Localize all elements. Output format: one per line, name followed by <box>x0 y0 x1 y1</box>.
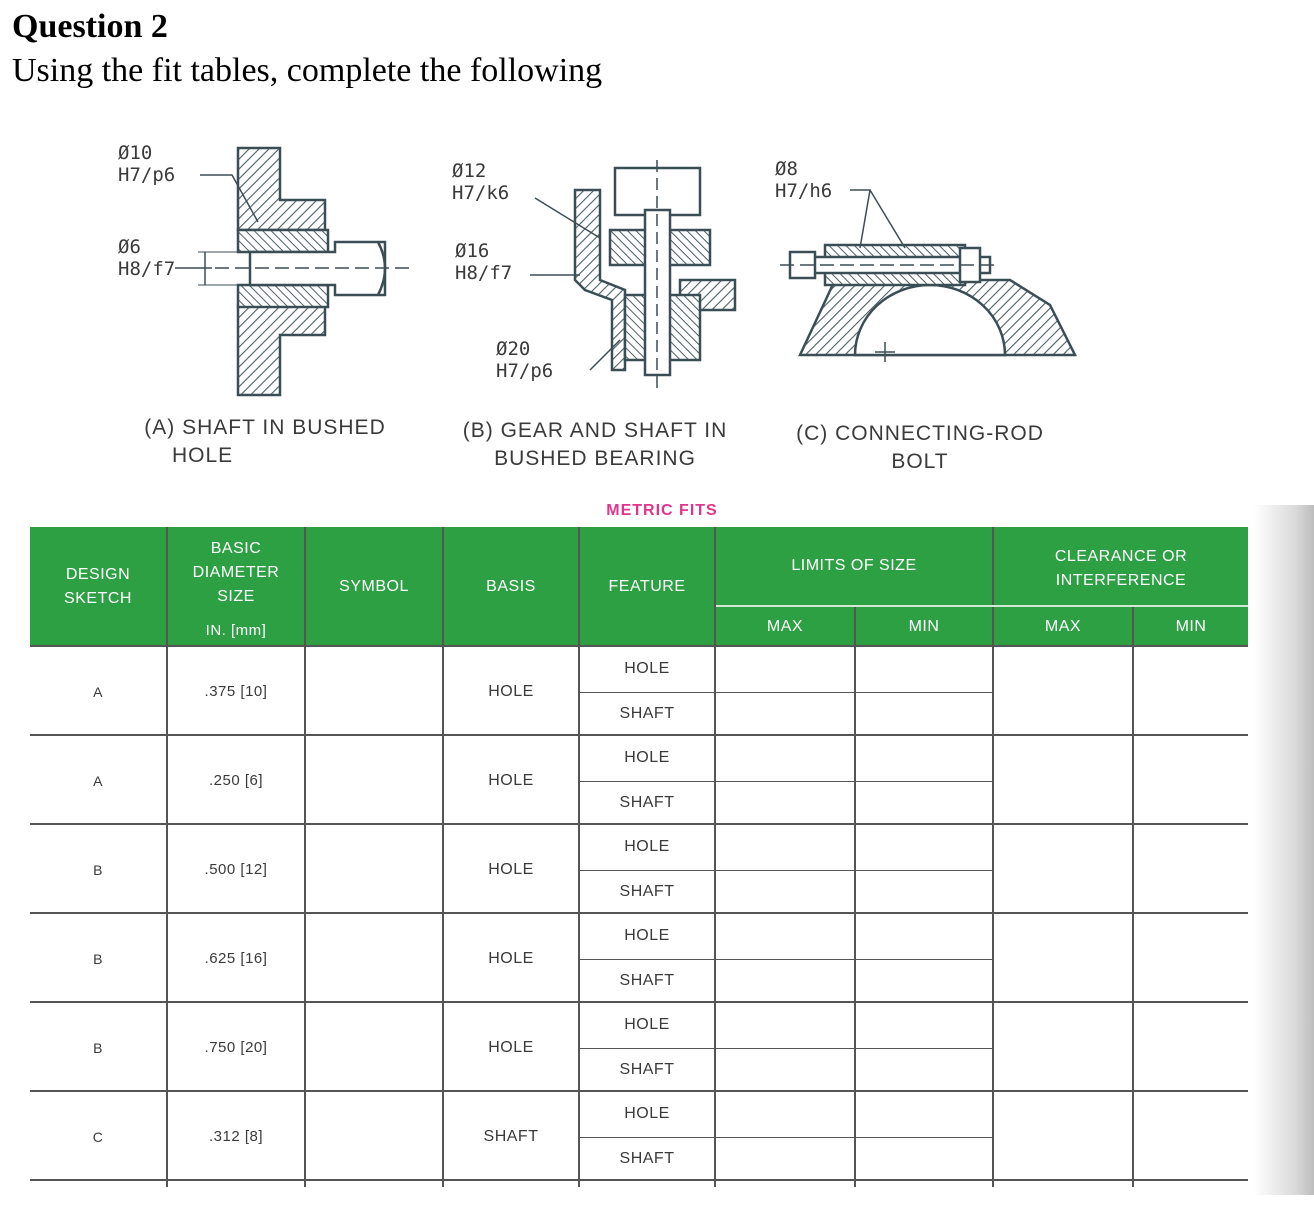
cell-feature-hole: HOLE <box>624 927 670 945</box>
cell-symbol-blank[interactable] <box>306 736 442 825</box>
cell-design-sketch: B <box>93 861 103 878</box>
header-subdivider <box>716 605 1248 607</box>
table-row <box>30 914 1248 1003</box>
callout-fit: H7/p6 <box>496 360 554 382</box>
cell-hole-max-blank[interactable] <box>716 825 854 870</box>
header-limits-of-size: LIMITS OF SIZE <box>716 527 992 605</box>
cell-basis: HOLE <box>488 949 534 967</box>
cell-basis: HOLE <box>488 1038 534 1056</box>
cell-feature-hole: HOLE <box>624 1105 670 1123</box>
caption-c <box>780 420 1060 476</box>
cell-hole-min-blank[interactable] <box>856 825 992 870</box>
table-row <box>30 1092 1248 1181</box>
fit-drawings-figure <box>0 130 1314 490</box>
drawing-a <box>175 148 410 395</box>
cell-design-sketch: C <box>92 1128 104 1145</box>
cell-hole-min-blank[interactable] <box>856 914 992 959</box>
cell-shaft-min-blank[interactable] <box>856 1048 992 1093</box>
cell-design-sketch: B <box>93 1039 103 1056</box>
cell-feature-shaft: SHAFT <box>619 704 675 722</box>
callout-diameter: Ø12 <box>452 160 487 182</box>
callout-b-12 <box>452 160 509 204</box>
cell-hole-max-blank[interactable] <box>716 736 854 781</box>
question-title: Question 2 <box>12 8 168 45</box>
caption-b <box>440 417 750 473</box>
cell-clearance-min-blank[interactable] <box>1134 1003 1248 1092</box>
drawing-b <box>530 160 735 390</box>
caption-line: BOLT <box>891 450 949 473</box>
cell-basis: HOLE <box>488 860 534 878</box>
cell-clearance-max-blank[interactable] <box>994 1092 1132 1181</box>
row-divider <box>30 1179 1248 1181</box>
caption-line: (C) CONNECTING-ROD <box>796 422 1044 445</box>
cell-clearance-max-blank[interactable] <box>994 647 1132 736</box>
half-row-divider <box>580 959 992 961</box>
callout-fit: H8/f7 <box>455 262 513 284</box>
cell-feature-hole: HOLE <box>624 660 670 678</box>
cell-feature-shaft: SHAFT <box>619 971 675 989</box>
header-limits-min: MIN <box>856 607 992 647</box>
header-design-sketch <box>30 527 166 647</box>
callout-b-16 <box>455 240 512 284</box>
header-units: IN. [mm] <box>168 617 304 645</box>
cell-clearance-min-blank[interactable] <box>1134 1092 1248 1181</box>
callout-fit: H8/f7 <box>118 258 176 280</box>
cell-symbol-blank[interactable] <box>306 1092 442 1181</box>
header-text: INTERFERENCE <box>1055 572 1187 589</box>
callout-fit: H7/p6 <box>118 164 176 186</box>
cell-shaft-max-blank[interactable] <box>716 870 854 915</box>
cell-hole-min-blank[interactable] <box>856 1003 992 1048</box>
cell-basic-size: .625 [16] <box>204 950 268 967</box>
header-basic-size <box>168 533 304 613</box>
cell-shaft-max-blank[interactable] <box>716 1137 854 1182</box>
cell-clearance-min-blank[interactable] <box>1134 914 1248 1003</box>
cell-feature-hole: HOLE <box>624 838 670 856</box>
scan-page-edge <box>1254 505 1314 1195</box>
cell-hole-min-blank[interactable] <box>856 647 992 692</box>
cell-basis: SHAFT <box>483 1127 539 1145</box>
cell-hole-max-blank[interactable] <box>716 1092 854 1137</box>
table-title: METRIC FITS <box>606 502 718 519</box>
question-instruction: Using the fit tables, complete the following <box>12 52 603 89</box>
callout-b-20 <box>496 338 553 382</box>
half-row-divider <box>580 1048 992 1050</box>
header-feature: FEATURE <box>580 527 714 647</box>
cell-hole-max-blank[interactable] <box>716 647 854 692</box>
header-clearance-min: MIN <box>1134 607 1248 647</box>
header-text: DIAMETER <box>192 564 280 581</box>
caption-line: (B) GEAR AND SHAFT IN <box>462 419 728 442</box>
cell-feature-hole: HOLE <box>624 1016 670 1034</box>
callout-fit: H7/k6 <box>452 182 510 204</box>
cell-symbol-blank[interactable] <box>306 825 442 914</box>
cell-basis: HOLE <box>488 682 534 700</box>
header-text: BASIC <box>210 540 262 557</box>
cell-hole-min-blank[interactable] <box>856 1092 992 1137</box>
cell-feature-shaft: SHAFT <box>619 1149 675 1167</box>
cell-clearance-max-blank[interactable] <box>994 1003 1132 1092</box>
header-symbol: SYMBOL <box>306 527 442 647</box>
cell-design-sketch: A <box>93 772 103 789</box>
caption-line: HOLE <box>172 444 234 467</box>
cell-shaft-min-blank[interactable] <box>856 692 992 737</box>
header-text: CLEARANCE OR <box>1054 548 1188 565</box>
cell-shaft-max-blank[interactable] <box>716 1048 854 1093</box>
table-row <box>30 1003 1248 1092</box>
cell-shaft-max-blank[interactable] <box>716 781 854 826</box>
cell-symbol-blank[interactable] <box>306 1003 442 1092</box>
callout-diameter: Ø10 <box>118 142 153 164</box>
half-row-divider <box>580 1137 992 1139</box>
cell-shaft-min-blank[interactable] <box>856 781 992 826</box>
cell-clearance-max-blank[interactable] <box>994 825 1132 914</box>
caption-a <box>120 414 410 470</box>
cell-feature-hole: HOLE <box>624 749 670 767</box>
cell-basic-size: .750 [20] <box>204 1039 268 1056</box>
cell-basic-size: .500 [12] <box>204 861 268 878</box>
cell-hole-max-blank[interactable] <box>716 1003 854 1048</box>
cell-design-sketch: B <box>93 950 103 967</box>
header-clearance <box>994 533 1248 605</box>
cell-hole-min-blank[interactable] <box>856 736 992 781</box>
cell-shaft-max-blank[interactable] <box>716 959 854 1004</box>
drawing-c <box>780 190 1075 362</box>
cell-feature-shaft: SHAFT <box>619 882 675 900</box>
header-text: SIZE <box>217 588 255 605</box>
cell-clearance-min-blank[interactable] <box>1134 647 1248 736</box>
callout-diameter: Ø16 <box>455 240 490 262</box>
callout-diameter: Ø6 <box>118 236 141 258</box>
cell-design-sketch: A <box>93 683 103 700</box>
cell-clearance-max-blank[interactable] <box>994 914 1132 1003</box>
callout-fit: H7/h6 <box>775 180 833 202</box>
cell-basic-size: .375 [10] <box>204 683 268 700</box>
table-row <box>30 825 1248 914</box>
half-row-divider <box>580 870 992 872</box>
cell-shaft-min-blank[interactable] <box>856 1137 992 1182</box>
cell-basic-size: .250 [6] <box>208 772 264 789</box>
metric-fits-table <box>30 527 1248 1187</box>
caption-line: (A) SHAFT IN BUSHED <box>144 416 386 439</box>
callout-c-8 <box>775 158 832 202</box>
table-row <box>30 647 1248 736</box>
cell-feature-shaft: SHAFT <box>619 793 675 811</box>
half-row-divider <box>580 692 992 694</box>
cell-shaft-min-blank[interactable] <box>856 959 992 1004</box>
cell-clearance-max-blank[interactable] <box>994 736 1132 825</box>
cell-symbol-blank[interactable] <box>306 647 442 736</box>
callout-a-10 <box>118 142 175 186</box>
cell-hole-max-blank[interactable] <box>716 914 854 959</box>
table-row <box>30 736 1248 825</box>
cell-symbol-blank[interactable] <box>306 914 442 1003</box>
cell-feature-shaft: SHAFT <box>619 1060 675 1078</box>
header-clearance-max: MAX <box>994 607 1132 647</box>
cell-shaft-min-blank[interactable] <box>856 870 992 915</box>
callout-diameter: Ø20 <box>496 338 531 360</box>
callout-diameter: Ø8 <box>775 158 798 180</box>
cell-basis: HOLE <box>488 771 534 789</box>
cell-clearance-min-blank[interactable] <box>1134 825 1248 914</box>
header-text: SKETCH <box>64 590 132 607</box>
cell-basic-size: .312 [8] <box>208 1128 264 1145</box>
callout-a-6 <box>118 236 175 280</box>
half-row-divider <box>580 781 992 783</box>
cell-shaft-max-blank[interactable] <box>716 692 854 737</box>
header-text: DESIGN <box>65 566 131 583</box>
header-basis: BASIS <box>444 527 578 647</box>
cell-clearance-min-blank[interactable] <box>1134 736 1248 825</box>
header-limits-max: MAX <box>716 607 854 647</box>
caption-line: BUSHED BEARING <box>494 447 696 470</box>
